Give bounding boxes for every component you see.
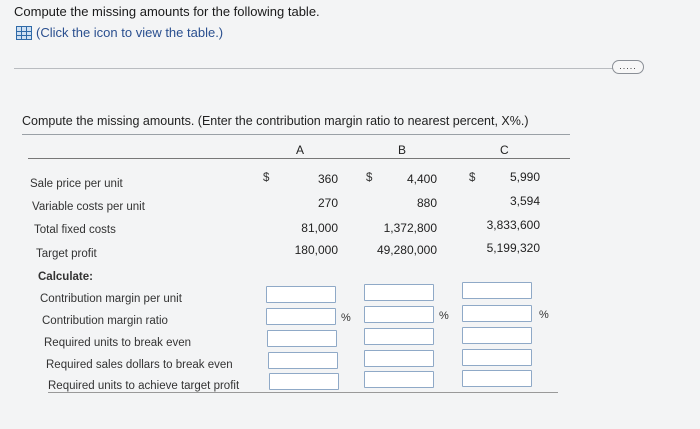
- value-a-target-profit: 180,000: [294, 243, 338, 257]
- input-b-target-units[interactable]: [364, 371, 434, 388]
- input-b-cm-ratio[interactable]: [364, 306, 434, 323]
- calc-label-cm-ratio: Contribution margin ratio: [42, 315, 168, 327]
- input-a-breakeven-sales[interactable]: [268, 352, 338, 369]
- row-label-fixed-costs: Total fixed costs: [34, 224, 116, 236]
- input-b-cm-per-unit[interactable]: [364, 284, 434, 301]
- calc-label-cm-per-unit: Contribution margin per unit: [40, 293, 182, 305]
- row-label-sale-price: Sale price per unit: [30, 178, 123, 190]
- value-b-sale-price: 4,400: [406, 172, 437, 186]
- table-grid-icon[interactable]: [16, 26, 32, 40]
- calc-label-breakeven-sales: Required sales dollars to break even: [46, 359, 233, 371]
- value-a-fixed-costs: 81,000: [301, 221, 338, 235]
- value-b-variable-costs: 880: [416, 196, 437, 210]
- percent-sign-a: %: [341, 312, 351, 324]
- input-a-target-units[interactable]: [269, 373, 339, 390]
- value-a-sale-price: 360: [317, 172, 338, 186]
- input-c-cm-ratio[interactable]: [462, 305, 532, 322]
- column-header-c: C: [500, 143, 509, 157]
- input-a-breakeven-units[interactable]: [267, 330, 337, 347]
- input-a-cm-ratio[interactable]: [266, 308, 336, 325]
- row-label-target-profit: Target profit: [36, 248, 97, 260]
- row-label-variable-costs: Variable costs per unit: [32, 201, 145, 213]
- input-c-breakeven-sales[interactable]: [462, 349, 532, 366]
- percent-sign-c: %: [539, 309, 549, 321]
- calc-label-target-units: Required units to achieve target profit: [48, 380, 240, 392]
- expand-more-button[interactable]: .....: [612, 60, 644, 74]
- value-a-variable-costs: 270: [317, 196, 338, 210]
- view-table-link[interactable]: [16, 25, 223, 40]
- input-b-breakeven-sales[interactable]: [364, 350, 434, 367]
- input-a-cm-per-unit[interactable]: [266, 286, 336, 303]
- input-b-breakeven-units[interactable]: [364, 328, 434, 345]
- percent-sign-b: %: [439, 310, 449, 322]
- value-c-fixed-costs: 3,833,600: [486, 218, 540, 232]
- currency-symbol-b: $: [366, 172, 373, 184]
- instructions-divider: [22, 134, 570, 135]
- value-c-variable-costs: 3,594: [509, 194, 540, 208]
- column-header-a: A: [296, 143, 305, 157]
- instructions-text: Compute the missing amounts. (Enter the contribution margin ratio to nearest percent, X%.): [22, 114, 529, 128]
- input-c-cm-per-unit[interactable]: [462, 282, 532, 299]
- view-table-link-text[interactable]: (Click the icon to view the table.): [36, 25, 224, 40]
- calculate-heading: Calculate:: [38, 271, 93, 283]
- table-bottom-divider: [48, 392, 558, 393]
- currency-symbol-a: $: [263, 172, 270, 184]
- value-c-target-profit: 5,199,320: [486, 241, 540, 255]
- calc-label-breakeven-units: Required units to break even: [44, 337, 192, 349]
- value-b-fixed-costs: 1,372,800: [383, 221, 437, 235]
- value-b-target-profit: 49,280,000: [376, 243, 437, 257]
- column-header-divider: [28, 158, 570, 159]
- column-header-b: B: [398, 143, 407, 157]
- value-c-sale-price: 5,990: [509, 170, 540, 184]
- section-divider: [14, 68, 614, 69]
- currency-symbol-c: $: [469, 172, 476, 184]
- page-title: Compute the missing amounts for the following table.: [14, 4, 320, 19]
- input-c-target-units[interactable]: [462, 370, 532, 387]
- input-c-breakeven-units[interactable]: [462, 327, 532, 344]
